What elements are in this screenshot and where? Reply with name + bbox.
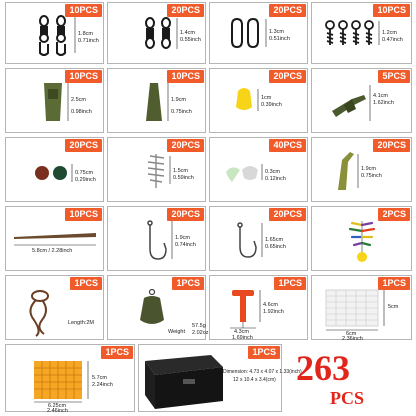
dim-height-inch: 1.92inch bbox=[263, 309, 284, 315]
dim-cm: 4.1cm bbox=[373, 93, 388, 99]
dim-size: 5.8cm / 2.28inch bbox=[32, 248, 73, 254]
lead-clip-icon bbox=[6, 69, 105, 134]
dim-inch: 0.29inch bbox=[75, 177, 96, 183]
line-coil-icon bbox=[6, 276, 105, 341]
qty-badge: 5PCS bbox=[378, 70, 410, 83]
dim-length: Length:2M bbox=[68, 320, 94, 326]
qty-badge: 20PCS bbox=[167, 139, 204, 152]
qty-badge: 1PCS bbox=[172, 277, 204, 290]
dim-cm: 2.5cm bbox=[71, 97, 86, 103]
orange-sheet-icon bbox=[6, 345, 136, 413]
dim-weight-oz: 2.02oz bbox=[192, 330, 209, 336]
qty-badge: 20PCS bbox=[167, 4, 204, 17]
dim-cm: 1.65cm bbox=[265, 237, 284, 243]
dim-height-cm: 5.7cm bbox=[92, 375, 107, 381]
dim-inch: 0.75inch bbox=[361, 173, 382, 179]
dim-cm: 1.9cm bbox=[361, 166, 376, 172]
dim-cm: 1.4cm bbox=[180, 30, 195, 36]
dim-cm: 0.75cm bbox=[75, 170, 94, 176]
dim-inch: 0.65inch bbox=[265, 244, 286, 250]
cell-foam-corn bbox=[209, 68, 308, 133]
bait-spring-icon bbox=[108, 138, 207, 203]
dim-inch: 0.47inch bbox=[382, 37, 403, 43]
foam-corn-icon bbox=[210, 69, 309, 134]
cell-orange-stop-sheet bbox=[5, 344, 135, 412]
qty-badge: 40PCS bbox=[269, 139, 306, 152]
cell-bait-stop bbox=[311, 206, 412, 271]
dim-width-cm: 6cm bbox=[346, 331, 357, 337]
dim-inch: 0.59inch bbox=[173, 175, 194, 181]
cell-t-tool bbox=[209, 275, 308, 340]
dim-width-cm: 4.3cm bbox=[234, 329, 249, 335]
qty-badge: 20PCS bbox=[167, 208, 204, 221]
dim-cm: 1.5cm bbox=[173, 168, 188, 174]
dim-inch: 1.62inch bbox=[373, 100, 394, 106]
qty-badge: 2PCS bbox=[378, 208, 410, 221]
t-tool-icon bbox=[210, 276, 309, 341]
dim-height-cm: 5cm bbox=[388, 304, 399, 310]
cell-hair-stop-sheet bbox=[311, 275, 412, 340]
dim-width-inch: 2.46inch bbox=[47, 408, 68, 414]
hook-icon bbox=[108, 207, 207, 272]
dim-weight-g: 57.5g bbox=[192, 323, 206, 329]
cell-lead-weight bbox=[107, 275, 209, 340]
dim-height-inch: 2.24inch bbox=[92, 382, 113, 388]
cell-boilie-screw bbox=[311, 2, 412, 64]
qty-badge: 20PCS bbox=[373, 139, 410, 152]
dim-inch: 0.39inch bbox=[261, 102, 282, 108]
cell-lead-clip bbox=[5, 68, 104, 133]
dim-cm: 1cm bbox=[261, 95, 272, 101]
qty-badge: 10PCS bbox=[373, 4, 410, 17]
qty-badge: 20PCS bbox=[269, 208, 306, 221]
dim-cm: 1.9cm bbox=[175, 235, 190, 241]
qty-badge: 20PCS bbox=[269, 4, 306, 17]
dim-width-inch: 1.69inch bbox=[232, 335, 253, 341]
cell-line-aligner bbox=[311, 137, 412, 202]
cell-anti-tangle-sleeve bbox=[5, 206, 104, 271]
helicopter-clip-icon bbox=[312, 69, 413, 134]
qty-badge: 10PCS bbox=[167, 70, 204, 83]
dim-cm: 1.8cm bbox=[78, 31, 93, 37]
total-unit: PCS bbox=[330, 388, 365, 408]
mushroom-corn-icon bbox=[210, 138, 309, 203]
dim-inch: 0.74inch bbox=[175, 242, 196, 248]
cell-rubber-bead bbox=[5, 137, 104, 202]
cell-quick-snap bbox=[209, 2, 308, 64]
tail-rubber-icon bbox=[108, 69, 207, 134]
qty-badge: 1PCS bbox=[70, 277, 102, 290]
total-number: 263 bbox=[296, 348, 350, 388]
dim-box-cm: 12 x 10.4 x 3.4(cm) bbox=[233, 377, 276, 383]
dim-width-cm: 6.25cm bbox=[48, 403, 67, 409]
total-count bbox=[296, 348, 350, 388]
bait-stop-icon bbox=[312, 207, 413, 272]
qty-badge: 10PCS bbox=[65, 208, 102, 221]
boilie-screw-icon bbox=[312, 3, 413, 65]
cell-helicopter-clip bbox=[311, 68, 412, 133]
dim-inch: 0.51inch bbox=[269, 36, 290, 42]
dim-inch: 0.75inch bbox=[171, 109, 192, 115]
sleeve-icon bbox=[6, 207, 105, 272]
dim-box-inch: Dimension: 4.73 x 4.07 x 1.33(inch) bbox=[223, 369, 302, 375]
dim-weight-label: Weight bbox=[168, 329, 186, 335]
dim-cm: 0.3cm bbox=[265, 169, 280, 175]
qty-badge: 10PCS bbox=[65, 70, 102, 83]
cell-leadcore-line bbox=[5, 275, 104, 340]
qty-badge: 1PCS bbox=[274, 277, 306, 290]
qty-badge: 1PCS bbox=[378, 277, 410, 290]
qty-badge: 1PCS bbox=[248, 346, 280, 359]
qty-badge: 10PCS bbox=[65, 4, 102, 17]
dim-inch: 0.55inch bbox=[180, 37, 201, 43]
cell-swivel-snap bbox=[5, 2, 104, 64]
cell-hook-a bbox=[107, 206, 206, 271]
dim-inch: 0.12inch bbox=[265, 176, 286, 182]
qty-badge: 20PCS bbox=[269, 70, 306, 83]
dim-inch: 0.98inch bbox=[71, 109, 92, 115]
dim-inch: 0.71inch bbox=[78, 38, 99, 44]
cell-bait-spring bbox=[107, 137, 206, 202]
qty-badge: 1PCS bbox=[101, 346, 133, 359]
dim-width-inch: 2.36inch bbox=[342, 336, 363, 342]
dim-height-cm: 4.6cm bbox=[263, 302, 278, 308]
cell-tail-rubber bbox=[107, 68, 206, 133]
hook-icon bbox=[210, 207, 309, 272]
dim-cm: 1.3cm bbox=[269, 29, 284, 35]
cell-rolling-swivel bbox=[107, 2, 206, 64]
dim-cm: 1.2cm bbox=[382, 30, 397, 36]
dim-cm: 1.9cm bbox=[171, 97, 186, 103]
cell-mushroom-corn bbox=[209, 137, 308, 202]
cell-hook-b bbox=[209, 206, 308, 271]
cell-tackle-box bbox=[138, 344, 302, 412]
quick-snap-icon bbox=[210, 3, 309, 65]
qty-badge: 20PCS bbox=[65, 139, 102, 152]
